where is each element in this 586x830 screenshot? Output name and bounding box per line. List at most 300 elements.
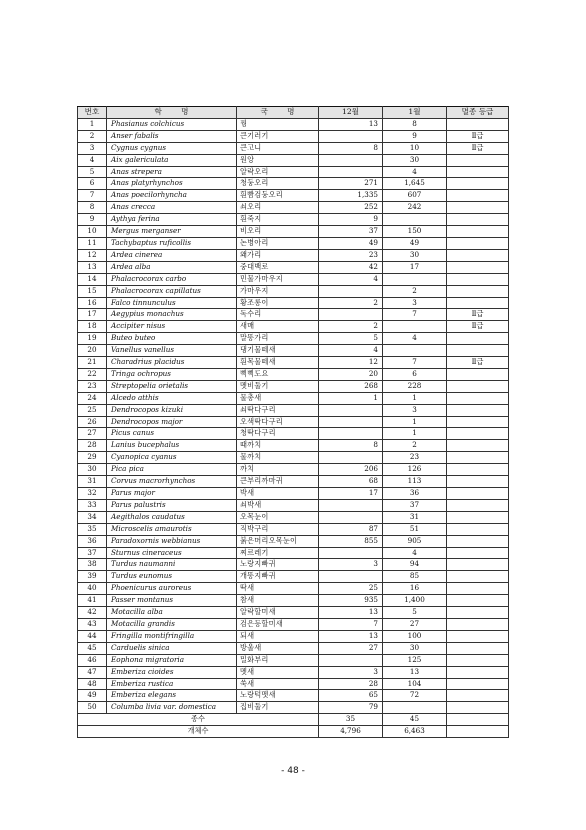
endangered-grade xyxy=(447,666,509,678)
scientific-name: Dendrocopos major xyxy=(107,416,237,428)
scientific-name: Tringa ochropus xyxy=(107,368,237,380)
endangered-grade xyxy=(447,404,509,416)
endangered-grade xyxy=(447,214,509,226)
scientific-name: Motacilla alba xyxy=(107,607,237,619)
row-number: 2 xyxy=(78,130,107,142)
korean-name: 물까치 xyxy=(237,452,319,464)
endangered-grade xyxy=(447,618,509,630)
row-number: 34 xyxy=(78,511,107,523)
december-count: 12 xyxy=(319,357,383,369)
december-count: 42 xyxy=(319,261,383,273)
korean-name: 참새 xyxy=(237,595,319,607)
table-row xyxy=(78,237,509,249)
table-row xyxy=(78,571,509,583)
december-count: 27 xyxy=(319,642,383,654)
korean-name: 검은등할미새 xyxy=(237,618,319,630)
row-number: 44 xyxy=(78,630,107,642)
january-count xyxy=(383,321,447,333)
endangered-grade: Ⅱ급 xyxy=(447,321,509,333)
table-row xyxy=(78,690,509,702)
bird-survey-table xyxy=(77,106,509,738)
row-number: 26 xyxy=(78,416,107,428)
korean-name: 쇠박새 xyxy=(237,499,319,511)
row-number: 15 xyxy=(78,285,107,297)
january-count: 23 xyxy=(383,452,447,464)
scientific-name: Anas crecca xyxy=(107,202,237,214)
table-row xyxy=(78,130,509,142)
korean-name: 꿩 xyxy=(237,118,319,130)
january-count xyxy=(383,273,447,285)
january-count: 125 xyxy=(383,654,447,666)
december-count: 17 xyxy=(319,488,383,500)
scientific-name: Passer montanus xyxy=(107,595,237,607)
endangered-grade xyxy=(447,523,509,535)
scientific-name: Anas strepera xyxy=(107,166,237,178)
endangered-grade xyxy=(447,202,509,214)
table-row xyxy=(78,678,509,690)
table-row xyxy=(78,452,509,464)
endangered-grade xyxy=(447,297,509,309)
korean-name: 집비둘기 xyxy=(237,702,319,714)
table-row xyxy=(78,357,509,369)
table-row xyxy=(78,345,509,357)
scientific-name: Falco tinnunculus xyxy=(107,297,237,309)
row-number: 43 xyxy=(78,618,107,630)
december-count: 9 xyxy=(319,214,383,226)
endangered-grade xyxy=(447,261,509,273)
scientific-name: Microscelis amaurotis xyxy=(107,523,237,535)
january-count: 49 xyxy=(383,237,447,249)
korean-name: 오목눈이 xyxy=(237,511,319,523)
january-count: 3 xyxy=(383,297,447,309)
december-count: 23 xyxy=(319,249,383,261)
december-count: 28 xyxy=(319,678,383,690)
table-row xyxy=(78,309,509,321)
endangered-grade xyxy=(447,595,509,607)
december-count xyxy=(319,166,383,178)
table-row xyxy=(78,642,509,654)
december-count: 13 xyxy=(319,630,383,642)
korean-name: 비오리 xyxy=(237,226,319,238)
endangered-grade xyxy=(447,678,509,690)
korean-name: 노랑지빠귀 xyxy=(237,559,319,571)
january-count: 9 xyxy=(383,130,447,142)
january-count: 4 xyxy=(383,547,447,559)
december-count: 13 xyxy=(319,118,383,130)
header-number: 번호 xyxy=(78,107,107,119)
table-row xyxy=(78,261,509,273)
scientific-name: Aix galericulata xyxy=(107,154,237,166)
endangered-grade xyxy=(447,237,509,249)
table-row xyxy=(78,476,509,488)
january-count: 13 xyxy=(383,666,447,678)
korean-name: 삑삑도요 xyxy=(237,368,319,380)
row-number: 17 xyxy=(78,309,107,321)
korean-name: 개똥지빠귀 xyxy=(237,571,319,583)
scientific-name: Fringilla montifringilla xyxy=(107,630,237,642)
december-count xyxy=(319,428,383,440)
table-row xyxy=(78,118,509,130)
endangered-grade xyxy=(447,511,509,523)
total-species-label: 종수 xyxy=(78,714,319,726)
row-number: 19 xyxy=(78,333,107,345)
january-count: 5 xyxy=(383,607,447,619)
row-number: 6 xyxy=(78,178,107,190)
endangered-grade xyxy=(447,428,509,440)
row-number: 37 xyxy=(78,547,107,559)
table-row xyxy=(78,535,509,547)
korean-name: 큰고니 xyxy=(237,142,319,154)
january-count xyxy=(383,214,447,226)
endangered-grade xyxy=(447,571,509,583)
endangered-grade xyxy=(447,476,509,488)
december-count: 268 xyxy=(319,380,383,392)
table-row xyxy=(78,654,509,666)
table-row xyxy=(78,214,509,226)
january-count: 7 xyxy=(383,309,447,321)
total-individuals-dec: 4,796 xyxy=(319,726,383,738)
january-count: 2 xyxy=(383,440,447,452)
row-number: 12 xyxy=(78,249,107,261)
december-count: 49 xyxy=(319,237,383,249)
scientific-name: Accipiter nisus xyxy=(107,321,237,333)
table-row xyxy=(78,416,509,428)
scientific-name: Carduelis sinica xyxy=(107,642,237,654)
december-count xyxy=(319,654,383,666)
endangered-grade xyxy=(447,499,509,511)
endangered-grade xyxy=(447,249,509,261)
december-count: 79 xyxy=(319,702,383,714)
total-individuals-grade xyxy=(447,726,509,738)
scientific-name: Turdus eunomus xyxy=(107,571,237,583)
scientific-name: Paradoxornis webbianus xyxy=(107,535,237,547)
korean-name: 새매 xyxy=(237,321,319,333)
december-count: 3 xyxy=(319,559,383,571)
endangered-grade xyxy=(447,452,509,464)
scientific-name: Ardea alba xyxy=(107,261,237,273)
january-count: 607 xyxy=(383,190,447,202)
endangered-grade: Ⅱ급 xyxy=(447,357,509,369)
total-species-row xyxy=(78,714,509,726)
january-count: 1,400 xyxy=(383,595,447,607)
row-number: 40 xyxy=(78,583,107,595)
endangered-grade xyxy=(447,583,509,595)
january-count: 150 xyxy=(383,226,447,238)
row-number: 8 xyxy=(78,202,107,214)
table-row xyxy=(78,392,509,404)
january-count: 94 xyxy=(383,559,447,571)
endangered-grade xyxy=(447,392,509,404)
table-row xyxy=(78,202,509,214)
endangered-grade xyxy=(447,488,509,500)
table-row xyxy=(78,380,509,392)
korean-name: 쇠딱다구리 xyxy=(237,404,319,416)
row-number: 4 xyxy=(78,154,107,166)
december-count: 8 xyxy=(319,142,383,154)
endangered-grade xyxy=(447,226,509,238)
endangered-grade xyxy=(447,345,509,357)
row-number: 32 xyxy=(78,488,107,500)
korean-name: 쑥새 xyxy=(237,678,319,690)
endangered-grade xyxy=(447,166,509,178)
endangered-grade xyxy=(447,285,509,297)
endangered-grade xyxy=(447,630,509,642)
january-count: 51 xyxy=(383,523,447,535)
january-count: 7 xyxy=(383,357,447,369)
scientific-name: Phasianus colchicus xyxy=(107,118,237,130)
row-number: 20 xyxy=(78,345,107,357)
table-row xyxy=(78,226,509,238)
january-count: 4 xyxy=(383,166,447,178)
row-number: 41 xyxy=(78,595,107,607)
row-number: 1 xyxy=(78,118,107,130)
row-number: 5 xyxy=(78,166,107,178)
korean-name: 되새 xyxy=(237,630,319,642)
december-count: 8 xyxy=(319,440,383,452)
table-row xyxy=(78,166,509,178)
january-count: 905 xyxy=(383,535,447,547)
korean-name: 쇠오리 xyxy=(237,202,319,214)
table-row xyxy=(78,321,509,333)
korean-name: 큰부리까마귀 xyxy=(237,476,319,488)
january-count: 113 xyxy=(383,476,447,488)
page-number: - 48 - xyxy=(281,766,305,776)
scientific-name: Anser fabalis xyxy=(107,130,237,142)
scientific-name: Mergus merganser xyxy=(107,226,237,238)
header-endangered-grade: 멸종 등급 xyxy=(447,107,509,119)
endangered-grade xyxy=(447,547,509,559)
scientific-name: Aegithalos caudatus xyxy=(107,511,237,523)
table-row xyxy=(78,297,509,309)
header-january: 1월 xyxy=(383,107,447,119)
korean-name: 황조롱이 xyxy=(237,297,319,309)
january-count: 2 xyxy=(383,285,447,297)
row-number: 42 xyxy=(78,607,107,619)
december-count: 3 xyxy=(319,666,383,678)
december-count xyxy=(319,416,383,428)
december-count xyxy=(319,571,383,583)
table-header-row xyxy=(78,107,509,119)
january-count xyxy=(383,702,447,714)
row-number: 45 xyxy=(78,642,107,654)
scientific-name: Aythya ferina xyxy=(107,214,237,226)
table-row xyxy=(78,559,509,571)
endangered-grade xyxy=(447,440,509,452)
table-row xyxy=(78,142,509,154)
december-count: 1 xyxy=(319,392,383,404)
korean-name: 찌르레기 xyxy=(237,547,319,559)
scientific-name: Eophona migratoria xyxy=(107,654,237,666)
scientific-name: Buteo buteo xyxy=(107,333,237,345)
january-count: 30 xyxy=(383,642,447,654)
row-number: 48 xyxy=(78,678,107,690)
row-number: 10 xyxy=(78,226,107,238)
december-count xyxy=(319,154,383,166)
january-count: 126 xyxy=(383,464,447,476)
january-count: 72 xyxy=(383,690,447,702)
endangered-grade xyxy=(447,702,509,714)
scientific-name: Turdus naumanni xyxy=(107,559,237,571)
endangered-grade xyxy=(447,333,509,345)
december-count: 935 xyxy=(319,595,383,607)
total-individuals-row xyxy=(78,726,509,738)
december-count xyxy=(319,285,383,297)
header-korean-name: 국 명 xyxy=(237,107,319,119)
endangered-grade xyxy=(447,273,509,285)
row-number: 38 xyxy=(78,559,107,571)
table-row xyxy=(78,190,509,202)
table-row xyxy=(78,607,509,619)
korean-name: 알락할미새 xyxy=(237,607,319,619)
january-count: 100 xyxy=(383,630,447,642)
january-count: 1 xyxy=(383,416,447,428)
species-table-container xyxy=(77,106,508,738)
table-row xyxy=(78,249,509,261)
table-row xyxy=(78,547,509,559)
december-count: 65 xyxy=(319,690,383,702)
december-count: 1,335 xyxy=(319,190,383,202)
row-number: 3 xyxy=(78,142,107,154)
scientific-name: Phoenicurus auroreus xyxy=(107,583,237,595)
december-count: 68 xyxy=(319,476,383,488)
korean-name: 노랑턱멧새 xyxy=(237,690,319,702)
endangered-grade xyxy=(447,380,509,392)
row-number: 11 xyxy=(78,237,107,249)
table-row xyxy=(78,273,509,285)
january-count: 1,645 xyxy=(383,178,447,190)
row-number: 29 xyxy=(78,452,107,464)
january-count: 37 xyxy=(383,499,447,511)
december-count: 855 xyxy=(319,535,383,547)
scientific-name: Sturnus cineraceus xyxy=(107,547,237,559)
january-count: 8 xyxy=(383,118,447,130)
january-count: 1 xyxy=(383,428,447,440)
row-number: 16 xyxy=(78,297,107,309)
scientific-name: Ardea cinerea xyxy=(107,249,237,261)
row-number: 7 xyxy=(78,190,107,202)
december-count: 37 xyxy=(319,226,383,238)
december-count: 4 xyxy=(319,345,383,357)
endangered-grade xyxy=(447,416,509,428)
endangered-grade xyxy=(447,690,509,702)
scientific-name: Charadrius placidus xyxy=(107,357,237,369)
scientific-name: Emberiza elegans xyxy=(107,690,237,702)
january-count: 3 xyxy=(383,404,447,416)
january-count: 36 xyxy=(383,488,447,500)
table-row xyxy=(78,511,509,523)
scientific-name: Cyanopica cyanus xyxy=(107,452,237,464)
endangered-grade xyxy=(447,559,509,571)
january-count: 27 xyxy=(383,618,447,630)
korean-name: 논병아리 xyxy=(237,237,319,249)
scientific-name: Emberiza rustica xyxy=(107,678,237,690)
endangered-grade xyxy=(447,535,509,547)
december-count: 271 xyxy=(319,178,383,190)
december-count xyxy=(319,511,383,523)
december-count xyxy=(319,499,383,511)
row-number: 21 xyxy=(78,357,107,369)
december-count: 4 xyxy=(319,273,383,285)
scientific-name: Parus palustris xyxy=(107,499,237,511)
korean-name: 흰죽지 xyxy=(237,214,319,226)
table-row xyxy=(78,702,509,714)
scientific-name: Anas platyrhynchos xyxy=(107,178,237,190)
total-species-grade xyxy=(447,714,509,726)
korean-name: 알락오리 xyxy=(237,166,319,178)
table-row xyxy=(78,464,509,476)
endangered-grade xyxy=(447,178,509,190)
korean-name: 물총새 xyxy=(237,392,319,404)
january-count: 104 xyxy=(383,678,447,690)
january-count: 10 xyxy=(383,142,447,154)
total-species-jan: 45 xyxy=(383,714,447,726)
december-count: 20 xyxy=(319,368,383,380)
scientific-name: Anas poecilorhyncha xyxy=(107,190,237,202)
korean-name: 민물가마우지 xyxy=(237,273,319,285)
january-count: 31 xyxy=(383,511,447,523)
endangered-grade: Ⅱ급 xyxy=(447,309,509,321)
row-number: 24 xyxy=(78,392,107,404)
row-number: 22 xyxy=(78,368,107,380)
endangered-grade: Ⅱ급 xyxy=(447,130,509,142)
row-number: 23 xyxy=(78,380,107,392)
table-row xyxy=(78,178,509,190)
korean-name: 흰목물떼새 xyxy=(237,357,319,369)
header-december: 12월 xyxy=(319,107,383,119)
korean-name: 딱새 xyxy=(237,583,319,595)
table-row xyxy=(78,285,509,297)
row-number: 33 xyxy=(78,499,107,511)
scientific-name: Aegypius monachus xyxy=(107,309,237,321)
scientific-name: Columba livia var. domestica xyxy=(107,702,237,714)
row-number: 31 xyxy=(78,476,107,488)
december-count xyxy=(319,130,383,142)
endangered-grade xyxy=(447,368,509,380)
korean-name: 까치 xyxy=(237,464,319,476)
korean-name: 직박구리 xyxy=(237,523,319,535)
korean-name: 박새 xyxy=(237,488,319,500)
december-count: 206 xyxy=(319,464,383,476)
korean-name: 밀화부리 xyxy=(237,654,319,666)
korean-name: 가마우지 xyxy=(237,285,319,297)
table-row xyxy=(78,428,509,440)
row-number: 46 xyxy=(78,654,107,666)
december-count: 252 xyxy=(319,202,383,214)
table-row xyxy=(78,333,509,345)
january-count: 85 xyxy=(383,571,447,583)
scientific-name: Cygnus cygnus xyxy=(107,142,237,154)
january-count: 30 xyxy=(383,154,447,166)
row-number: 39 xyxy=(78,571,107,583)
korean-name: 독수리 xyxy=(237,309,319,321)
january-count: 16 xyxy=(383,583,447,595)
january-count: 228 xyxy=(383,380,447,392)
row-number: 35 xyxy=(78,523,107,535)
endangered-grade: Ⅱ급 xyxy=(447,142,509,154)
korean-name: 왜가리 xyxy=(237,249,319,261)
endangered-grade xyxy=(447,607,509,619)
korean-name: 방울새 xyxy=(237,642,319,654)
scientific-name: Lanius bucephalus xyxy=(107,440,237,452)
scientific-name: Phalacrocorax capillatus xyxy=(107,285,237,297)
korean-name: 중대백로 xyxy=(237,261,319,273)
total-species-dec: 35 xyxy=(319,714,383,726)
december-count: 5 xyxy=(319,333,383,345)
december-count xyxy=(319,452,383,464)
endangered-grade xyxy=(447,118,509,130)
table-row xyxy=(78,488,509,500)
korean-name: 원앙 xyxy=(237,154,319,166)
